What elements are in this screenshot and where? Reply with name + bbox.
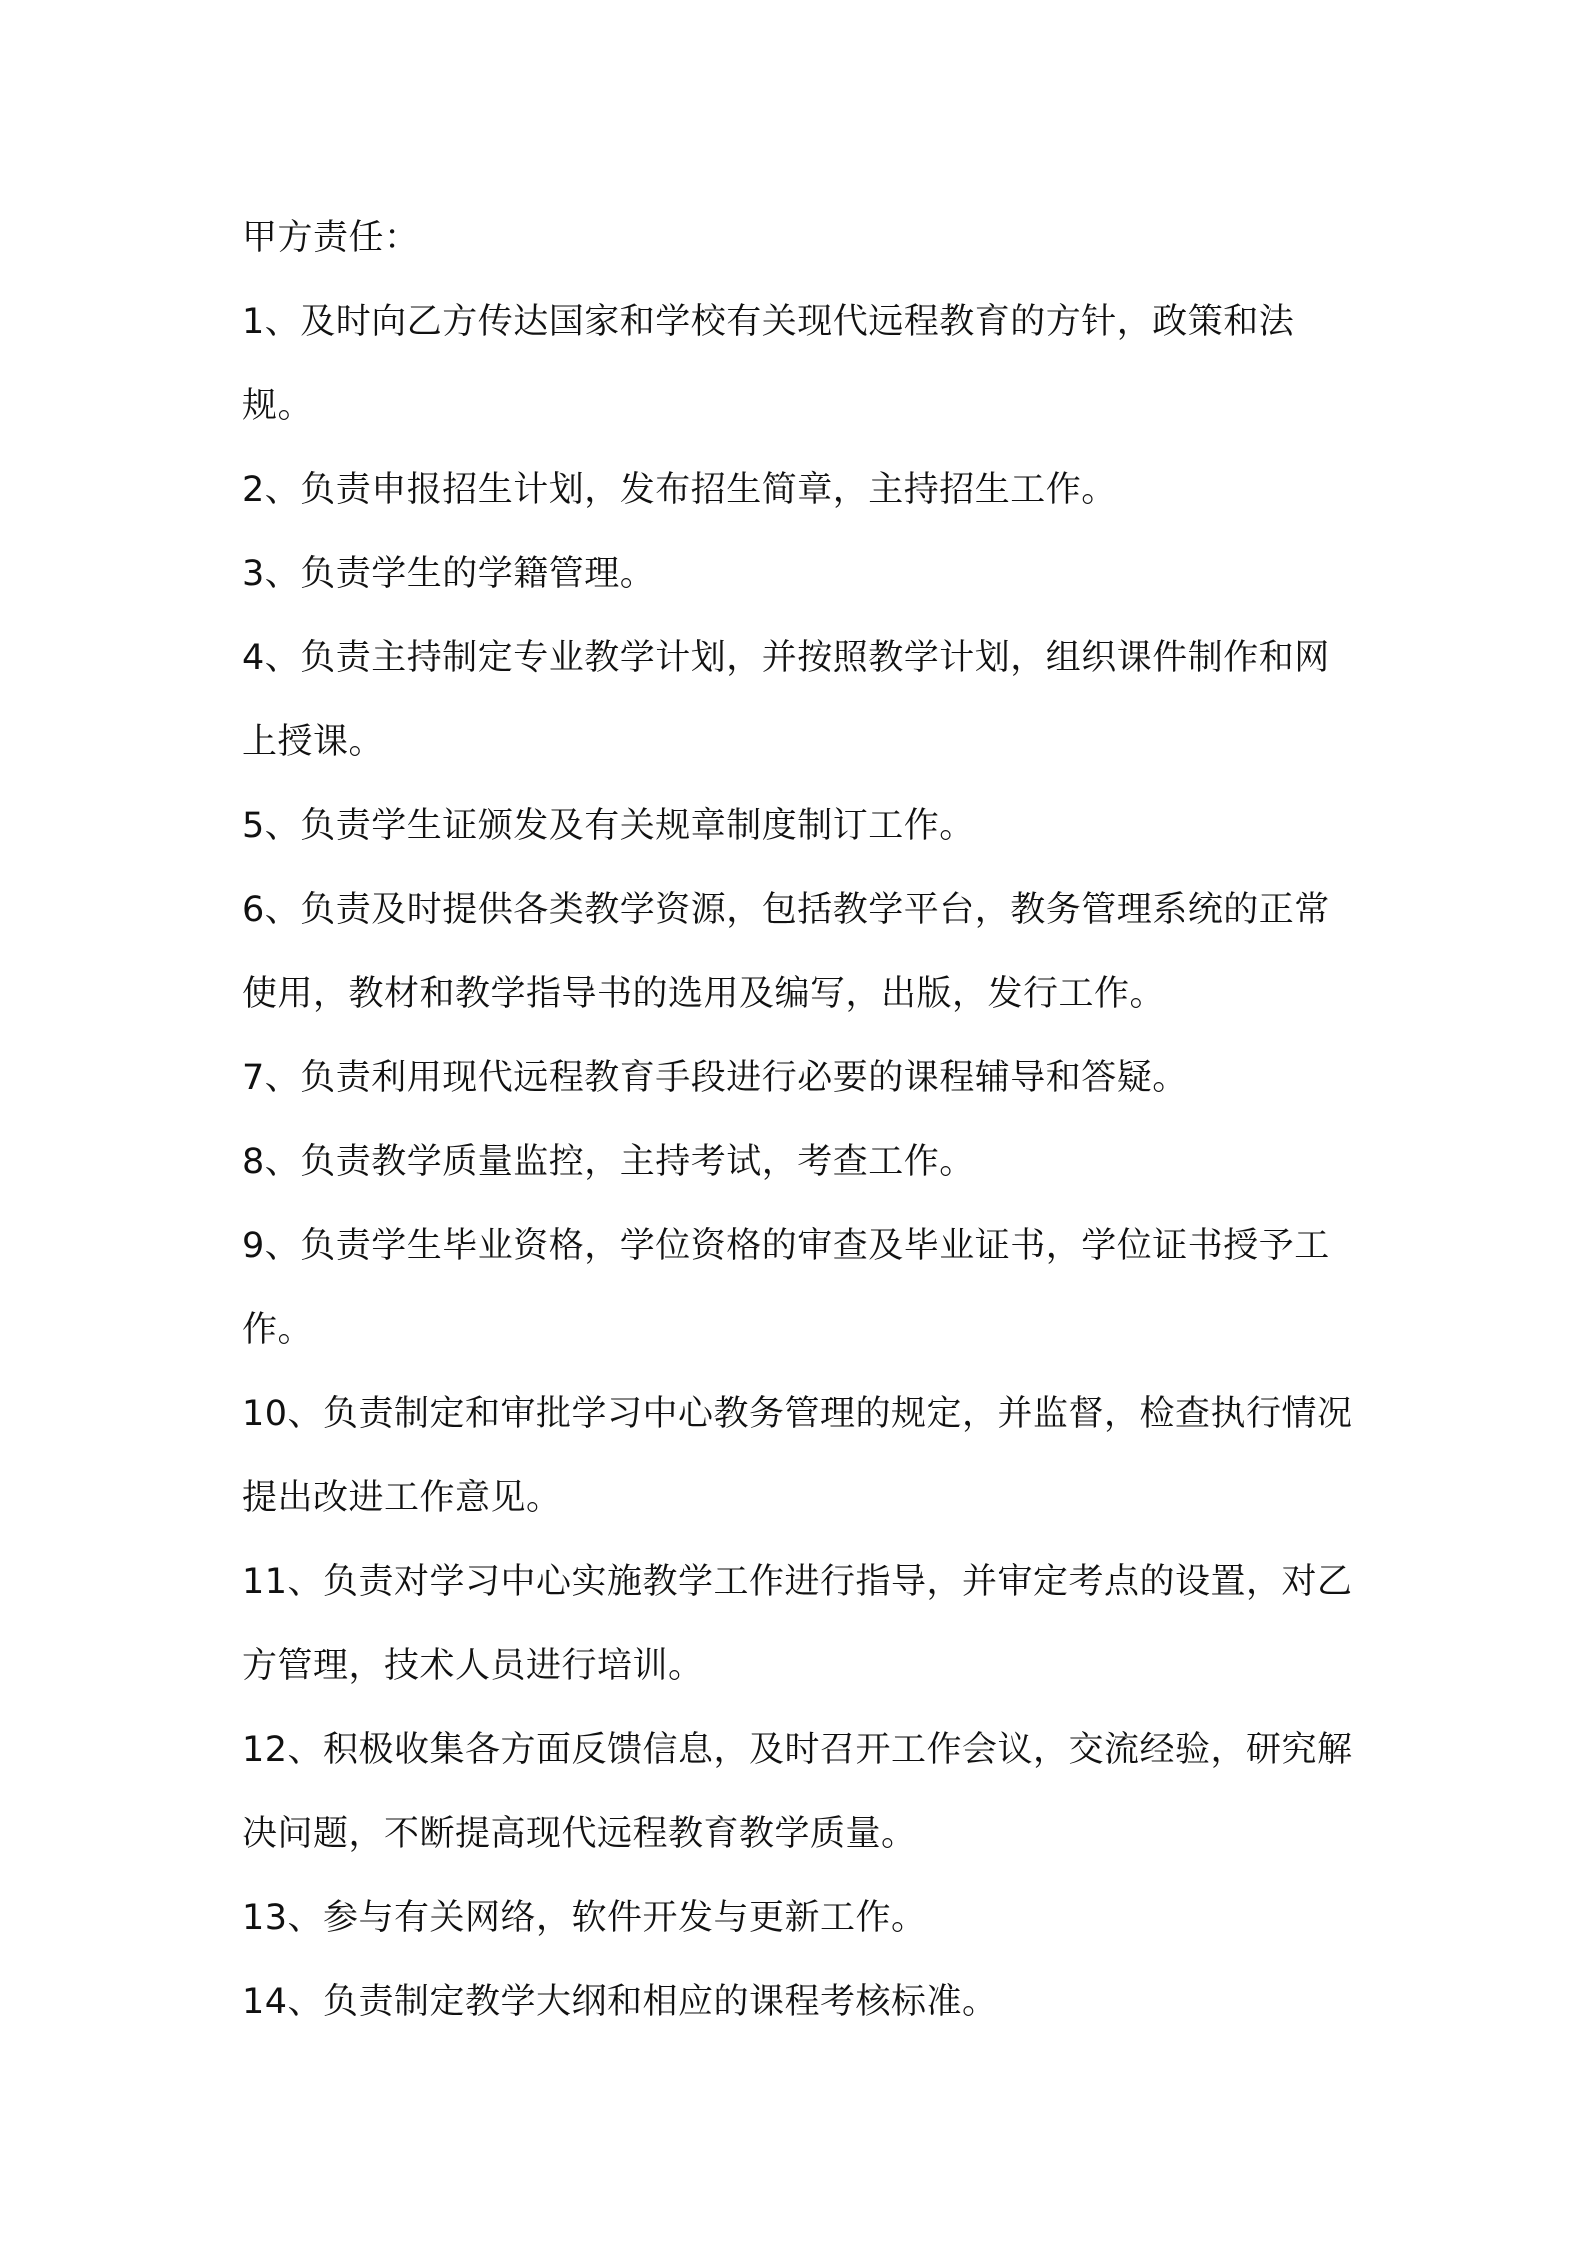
responsibility-item-13: 13、参与有关网络，软件开发与更新工作。 bbox=[242, 1898, 927, 1938]
responsibility-item-10: 10、负责制定和审批学习中心教务管理的规定，并监督，检查执行情况提出改进工作意见。 bbox=[242, 1394, 1353, 1518]
responsibility-item-1: 1、及时向乙方传达国家和学校有关现代远程教育的方针，政策和法规。 bbox=[242, 302, 1295, 426]
responsibility-item-6: 6、负责及时提供各类教学资源，包括教学平台，教务管理系统的正常使用，教材和教学指导书的选用及编写，出版，发行工作。 bbox=[242, 890, 1330, 1014]
responsibility-item-14: 14、负责制定教学大纲和相应的课程考核标准。 bbox=[242, 1982, 998, 2022]
section-heading: 甲方责任： bbox=[242, 218, 420, 258]
responsibility-item-5: 5、负责学生证颁发及有关规章制度制订工作。 bbox=[242, 806, 975, 846]
responsibility-item-11: 11、负责对学习中心实施教学工作进行指导，并审定考点的设置，对乙方管理，技术人员进行培训。 bbox=[242, 1562, 1353, 1686]
responsibility-item-3: 3、负责学生的学籍管理。 bbox=[242, 554, 656, 594]
responsibility-item-9: 9、负责学生毕业资格，学位资格的审查及毕业证书，学位证书授予工作。 bbox=[242, 1226, 1330, 1350]
responsibility-item-8: 8、负责教学质量监控，主持考试，考查工作。 bbox=[242, 1142, 975, 1182]
responsibility-item-7: 7、负责利用现代远程教育手段进行必要的课程辅导和答疑。 bbox=[242, 1058, 1188, 1098]
document-body bbox=[242, 196, 1358, 2044]
responsibility-item-4: 4、负责主持制定专业教学计划，并按照教学计划，组织课件制作和网上授课。 bbox=[242, 638, 1330, 762]
responsibility-item-12: 12、积极收集各方面反馈信息，及时召开工作会议，交流经验，研究解决问题，不断提高现代远程教育教学质量。 bbox=[242, 1730, 1353, 1854]
responsibility-item-2: 2、负责申报招生计划，发布招生简章，主持招生工作。 bbox=[242, 470, 1117, 510]
